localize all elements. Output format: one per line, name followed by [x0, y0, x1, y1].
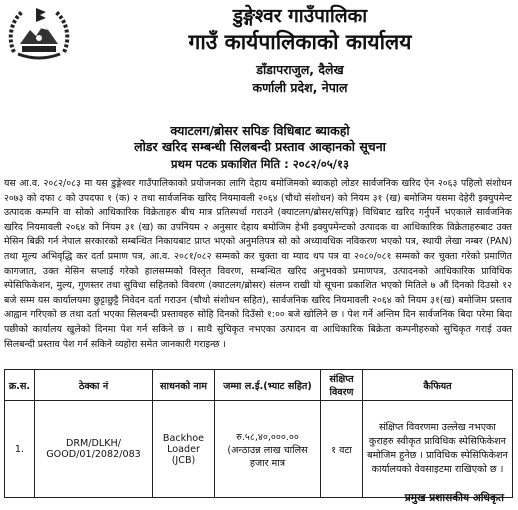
office-name: डुङ्गेश्वर गाउँपालिका — [232, 5, 368, 27]
cell-sn: 1. — [5, 401, 35, 498]
cell-amount — [215, 401, 321, 498]
header-contract-no: ठेक्का नं — [35, 370, 153, 401]
address-line-1: डाँडापराजुल, दैलेख — [256, 62, 344, 77]
amount-figure: रु.५८,४०,०००.०० — [236, 431, 299, 443]
table-header-row — [5, 370, 513, 401]
nepal-emblem-icon — [6, 4, 72, 66]
cell-equipment: Backhoe Loader (JCB) — [153, 401, 215, 498]
cell-contract-no: DRM/DLKH/ GOOD/01/2082/083 — [35, 401, 153, 498]
table-row — [5, 401, 513, 498]
office-title: गाउँ कार्यपालिकाको कार्यालय — [188, 30, 412, 54]
tender-table — [4, 369, 513, 498]
notice-body: यस आ.व. २०८२/०८३ मा यस डुङ्गेश्वर गाउँपालिकाको प्रयोजनका लागि देहाय बमोजिमको ब्याकहो लोडर सार्वजनिक खरिद ऐन २०६३ पहिलो संशोधन २०७३ को दफा ८ को उपदफा १ (क) २ तथा सार्वजनिक खरिद नियमावली २०६४ (चौथो संशोधन) को नियम ३१ (ख) बमोजिम यसमा देहेरी इक्युपमेन्ट उत्पादक कम्पनि वा सोको आधिकारिक विक्रेताहरु बीच मात्र प्रतिस्पर्धा गराउने (क्याटलग/ब्रोसर/सपिङ्ग) विधिबाट खरिद गर्नुपर्ने भएकाले सार्वजनिक खरिद नियमावली २०६४ को नियम ३१ (ख) का उपनियम २ अनुसार देहाय बमोजिम हेभी इक्युपमेन्टको उत्पादक वा आधिकारिक विक्रेताहरुबाट उक्त मेसिन बिक्री गर्न नेपाल सरकारको सम्बन्धित निकायबाट प्राप्त भएको अनुमतिपत्र सो को अध्यावधिक नविकरण भएको पत्र, स्थायी लेखा नम्बर (PAN) तथा मूल्य अभिवृद्धि कर दर्ता प्रमाण पत्र, आ.व. २०८१/०८२ सम्मको कर चुक्ता वा म्याद थप पत्र वा २०८०/०८१ सम्मको कर चुक्ता गरेको प्रमाणित कागजात, उक्त मेसिन सप्लाई गरेको हालसम्मको विस्तृत विवरण, सम्बन्धित खरिद अनुभवको प्रमाणपत्र, उत्पादनको आधिकारिक प्राविधिक स्पेसिफिकेशन, मुल्य, गुणस्तर तथा सुविधा सहितको विवरण (क्याटलग/ब्रोसर) संलग्न राखी यो सूचना प्रकाशित भएको मितिले ७ औं दिनको दिउसो १२ बजे सम्म यस कार्यालयमा छुट्टाछुट्टै निवेदन दर्ता गराउन (चौथो संशोधन सहित), सार्वजनिक खरिद नियमावली २०६४ को नियम ३१(ख) बमोजिम प्रस्ताव आह्वान गरिएको छ तथा दर्ता भएका सिलबन्दी प्रस्तावहरु सोहि दिनको दिउँसो १:०० बजे खोलिने छ । पेश गर्ने अन्तिम दिन सार्वजनिक बिदा परेमा बिदा पछीको कार्यालय खुलेको दिनमा पेश गर्न सकिने छ । साथै सुचिकृत नभएका उत्पादन वा आधिकारिक बिक्रेता कम्पनीहरुको सुचिकृत गराई उक्त सिलबन्दी प्रस्ताव पेश गर्न सकिने व्यहोरा समेत जानकारी गराइन्छ । — [4, 178, 512, 350]
address-line-2: कर्णाली प्रदेश, नेपाल — [252, 80, 348, 95]
header-amount: जम्मा ल.ई.(भ्याट सहित) — [215, 370, 321, 401]
cell-brief: १ वटा — [321, 401, 363, 498]
header-sn: क्र.स. — [5, 370, 35, 401]
notice-title-line-2: लोडर खरिद सम्बन्धी सिलबन्दी प्रस्ताव आव्हानको सूचना — [134, 139, 386, 154]
signer-title: प्रमुख प्रशासकीय अधिकृत — [404, 492, 504, 504]
amount-words: (अन्ठाउन्न लाख चालिस हजार मात्र — [227, 444, 308, 469]
header-equipment: साधनको नाम — [153, 370, 215, 401]
letterhead — [0, 0, 518, 118]
header-brief: संक्षिप्त विवरण — [321, 370, 363, 401]
header-remarks: कैफियत — [363, 370, 513, 401]
publication-date: प्रथम पटक प्रकाशित मिति : २०८२/०५/१३ — [171, 157, 349, 171]
cell-remarks: संक्षिप्त विवरणमा उल्लेख नभएका कुराहरु स्वीकृत प्राविधिक स्पेसिफिकेशन बमोजिम हुनेछ । प्राविधिक स्पेसिफिकेशन कार्यालयको वेवसाइटमा राखिएको छ । — [363, 401, 513, 498]
notice-title-line-1: क्याटलग/ब्रोसर सपिङ विधिबाट ब्याकहो — [170, 123, 350, 138]
